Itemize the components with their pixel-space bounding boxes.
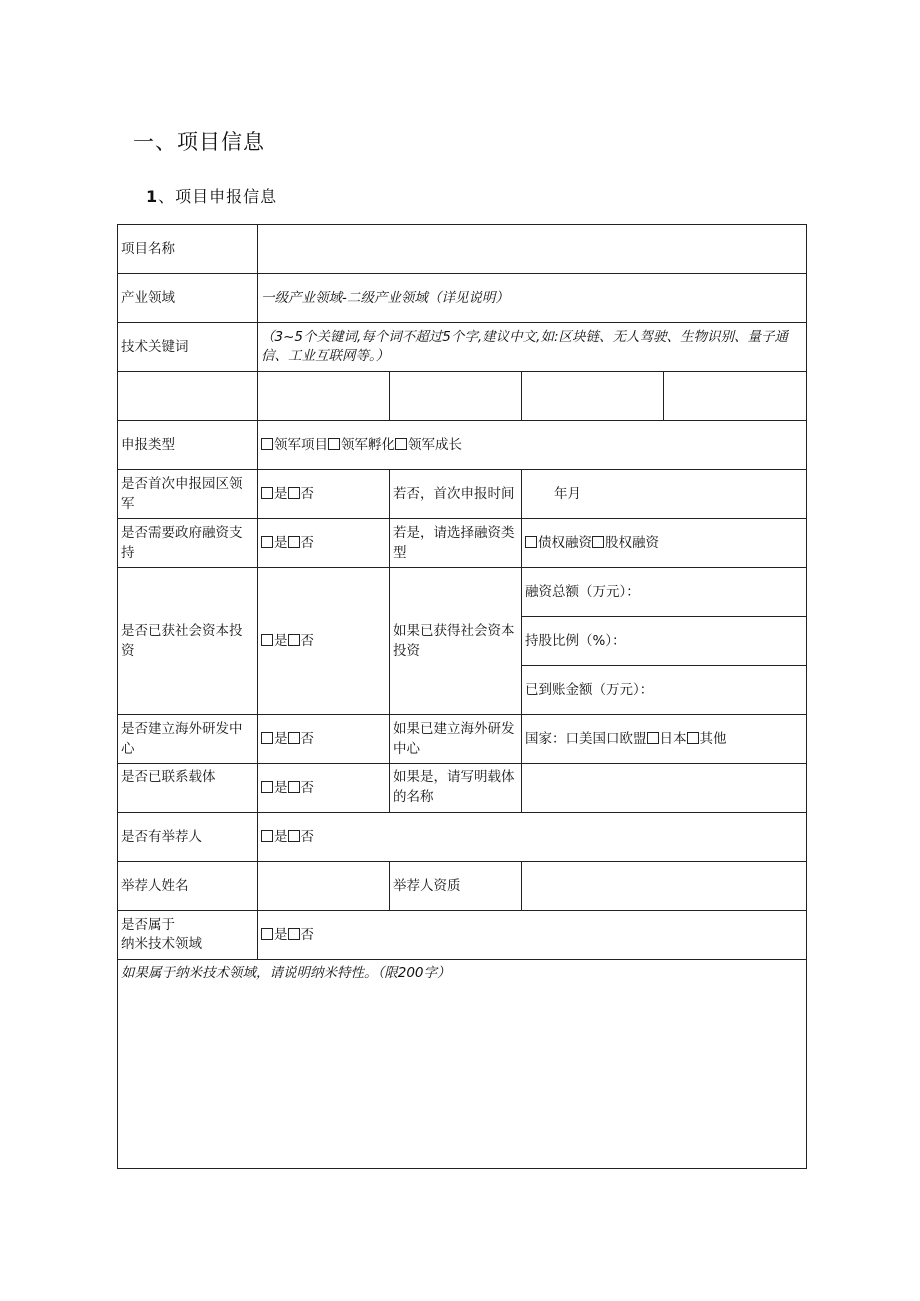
social-capital-options — [258, 568, 390, 715]
checkbox-carrier-no[interactable] — [288, 781, 300, 793]
carrier-options — [258, 764, 390, 813]
option-carrier-no: 否 — [300, 780, 314, 796]
nano-options — [258, 911, 807, 960]
option-referrer-yes: 是 — [274, 829, 288, 845]
input-keywords[interactable] — [258, 323, 807, 372]
checkbox-referrer-no[interactable] — [288, 830, 300, 842]
label-social-ratio: 持股比例（%）： — [525, 633, 626, 649]
checkbox-debt-finance[interactable] — [525, 536, 537, 548]
checkbox-social-yes[interactable] — [261, 634, 273, 646]
label-apply-type: 申报类型 — [118, 421, 258, 470]
overseas-options — [258, 715, 390, 764]
option-nano-yes: 是 — [274, 927, 288, 943]
option-equity-finance: 股权融资 — [605, 535, 659, 551]
label-nano-line1: 是否属于 — [121, 917, 175, 933]
checkbox-japan[interactable] — [647, 732, 659, 744]
label-referrer-name: 举荐人姓名 — [118, 862, 258, 911]
option-gov-no: 否 — [300, 535, 314, 551]
option-first-yes: 是 — [274, 486, 288, 502]
first-apply-time-unit: 年月 — [554, 486, 581, 502]
referrer-options — [258, 813, 807, 862]
checkbox-gov-yes[interactable] — [261, 536, 273, 548]
section-heading: 一、项目信息 — [133, 130, 265, 154]
keyword-input-1[interactable] — [258, 372, 390, 421]
row-social-capital-1 — [118, 568, 807, 617]
row-carrier — [118, 764, 807, 813]
overseas-country-label: 国家：口美国口欧盟 — [525, 731, 647, 747]
label-nano — [118, 911, 258, 960]
row-gov-finance — [118, 519, 807, 568]
label-overseas: 是否建立海外研发中心 — [118, 715, 258, 764]
row-first-apply — [118, 470, 807, 519]
nano-description-hint: 如果属于纳米技术领域，请说明纳米特性。（限200字） — [121, 965, 451, 981]
input-industry[interactable] — [258, 274, 807, 323]
option-leading-project: 领军项目 — [274, 437, 328, 453]
keywords-hint: （3~5个关键词,每个词不超过5个字,建议中文,如:区块链、无人驾驶、生物识别、量子通信、工业互联网等。） — [261, 329, 788, 364]
label-overseas-detail: 如果已建立海外研发中心 — [390, 715, 522, 764]
industry-hint: 一级产业领域-二级产业领域（详见说明） — [261, 290, 509, 306]
label-industry: 产业领域 — [118, 274, 258, 323]
checkbox-leading-incubation[interactable] — [328, 438, 340, 450]
input-carrier-name[interactable] — [522, 764, 807, 813]
option-debt-finance: 债权融资 — [538, 535, 592, 551]
checkbox-nano-yes[interactable] — [261, 928, 273, 940]
input-referrer-qualification[interactable] — [522, 862, 807, 911]
checkbox-other[interactable] — [687, 732, 699, 744]
label-project-name: 项目名称 — [118, 225, 258, 274]
label-keywords: 技术关键词 — [118, 323, 258, 372]
subsection-heading — [146, 184, 277, 207]
gov-finance-options — [258, 519, 390, 568]
input-social-ratio[interactable] — [522, 617, 807, 666]
input-first-apply-time[interactable] — [522, 470, 807, 519]
option-social-no: 否 — [300, 633, 314, 649]
checkbox-social-no[interactable] — [288, 634, 300, 646]
option-carrier-yes: 是 — [274, 780, 288, 796]
option-nano-no: 否 — [300, 927, 314, 943]
row-apply-type — [118, 421, 807, 470]
keyword-blank-label — [118, 372, 258, 421]
option-japan: 日本 — [659, 731, 687, 747]
option-other: 其他 — [699, 731, 727, 747]
keyword-input-4[interactable] — [664, 372, 807, 421]
checkbox-gov-no[interactable] — [288, 536, 300, 548]
label-carrier-name: 如果是，请写明载体的名称 — [390, 764, 522, 813]
checkbox-leading-growth[interactable] — [395, 438, 407, 450]
input-social-arrived[interactable] — [522, 666, 807, 715]
row-referrer-detail — [118, 862, 807, 911]
label-first-apply-time: 若否，首次申报时间 — [390, 470, 522, 519]
label-social-total: 融资总额（万元）： — [525, 584, 640, 600]
row-overseas — [118, 715, 807, 764]
option-gov-yes: 是 — [274, 535, 288, 551]
subsection-number: 1 — [146, 187, 159, 206]
option-leading-incubation: 领军孵化 — [341, 437, 395, 453]
overseas-country-options — [522, 715, 807, 764]
option-first-no: 否 — [300, 486, 314, 502]
checkbox-nano-no[interactable] — [288, 928, 300, 940]
option-overseas-yes: 是 — [274, 731, 288, 747]
input-social-total[interactable] — [522, 568, 807, 617]
label-social-capital-detail: 如果已获得社会资本投资 — [390, 568, 522, 715]
project-info-table — [117, 224, 807, 1169]
checkbox-leading-project[interactable] — [261, 438, 273, 450]
label-referrer-qualification: 举荐人资质 — [390, 862, 522, 911]
option-referrer-no: 否 — [300, 829, 314, 845]
label-carrier: 是否已联系载体 — [118, 764, 258, 813]
checkbox-first-no[interactable] — [288, 487, 300, 499]
label-gov-finance-type: 若是，请选择融资类型 — [390, 519, 522, 568]
input-referrer-name[interactable] — [258, 862, 390, 911]
option-overseas-no: 否 — [300, 731, 314, 747]
label-gov-finance: 是否需要政府融资支持 — [118, 519, 258, 568]
keyword-input-3[interactable] — [522, 372, 664, 421]
row-nano-description — [118, 960, 807, 1169]
first-apply-options — [258, 470, 390, 519]
row-nano — [118, 911, 807, 960]
label-social-arrived: 已到账金额（万元）： — [525, 682, 654, 698]
checkbox-overseas-yes[interactable] — [261, 732, 273, 744]
label-social-capital: 是否已获社会资本投资 — [118, 568, 258, 715]
input-project-name[interactable] — [258, 225, 807, 274]
row-project-name — [118, 225, 807, 274]
checkbox-carrier-yes[interactable] — [261, 781, 273, 793]
keyword-input-2[interactable] — [390, 372, 522, 421]
label-nano-line2: 纳米技术领域 — [121, 936, 202, 952]
row-industry — [118, 274, 807, 323]
row-keywords — [118, 323, 807, 372]
checkbox-referrer-yes[interactable] — [261, 830, 273, 842]
checkbox-overseas-no[interactable] — [288, 732, 300, 744]
apply-type-options — [258, 421, 807, 470]
input-nano-description[interactable] — [118, 960, 807, 1169]
gov-finance-type-options — [522, 519, 807, 568]
option-leading-growth: 领军成长 — [408, 437, 462, 453]
checkbox-first-yes[interactable] — [261, 487, 273, 499]
label-first-apply: 是否首次申报园区领军 — [118, 470, 258, 519]
checkbox-equity-finance[interactable] — [592, 536, 604, 548]
row-keyword-cells — [118, 372, 807, 421]
label-referrer: 是否有举荐人 — [118, 813, 258, 862]
subsection-title: 、项目申报信息 — [158, 187, 278, 206]
row-referrer — [118, 813, 807, 862]
option-social-yes: 是 — [274, 633, 288, 649]
